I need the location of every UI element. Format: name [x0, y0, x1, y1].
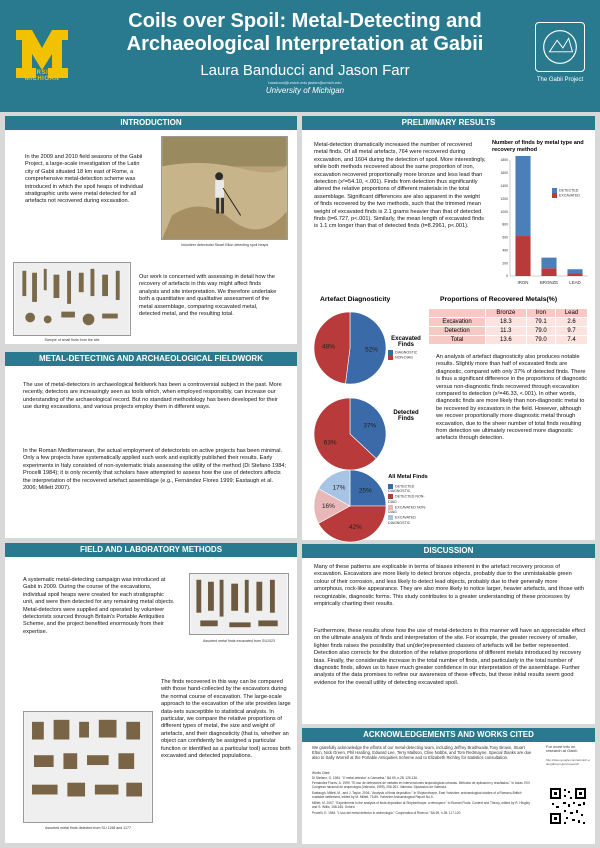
table-cell: 79.1 — [526, 318, 555, 327]
y-tick-label: 1800 — [500, 158, 508, 163]
legend-label-detected-diagnostic: DETECTED DIAGNOSTIC — [388, 484, 415, 494]
fieldwork-paragraph-2: In the Roman Mediterranean, the actual employment of detectorists on active projects has been minimal. Only a few projects have systematically applied such work and explicitly published their results. Early experiments in Italy consisted of non-systematic trials assessing the utility of the method (Di Stefano 1984; Procelli 1984); it is only recently that scholars have attempted to assess how the use of detectors affects the interpretation of the recovered artefact assemblage (e.g., Fernández Flores 1999; Eastaugh et al. 2006; Millett 2007). — [23, 448, 287, 492]
fieldwork-paragraph-1: The use of metal-detectors in archaeological fieldwork has been a controversial subject in the past. More recently, detectors are increasingly seen as tools which, when employed responsibly, can increase our understanding of the archaeological record. But no standard methodology has been developed for their use during excavations, and various projects employ them in different ways. — [23, 382, 282, 411]
detectorist-photo-caption: Volunteer detectorist Stuart Elton detecting spoil heaps — [180, 243, 269, 247]
table-row-header: Detection — [429, 327, 486, 336]
pie-slice-label: 63% — [323, 439, 337, 447]
acknowledgements-text: We gratefully acknowledge the efforts of our metal-detecting team, including Jeffrey Braithwaite,Tony Brown, Stuart Elton, Nick Green, Phil Harding, Edward Lee, Terry Mallson, Clive Nobbs, and Tom Redmayne. Special thanks are due also to Sally Worrell at the Portable Antiquities Scheme and to Elizabeth Richley for statistics consultation. — [312, 745, 532, 761]
excavated-finds-photo-caption: Assorted metal finds excavated from SU1023 — [202, 639, 276, 643]
legend-swatch-detected — [552, 188, 557, 193]
excavated-finds-photo — [189, 573, 289, 635]
table-header-cell: Bronze — [486, 309, 527, 318]
proportions-table — [428, 308, 588, 345]
y-tick-label: 1400 — [500, 183, 508, 188]
excavated-finds-pie — [310, 308, 390, 388]
table-header-cell: Lead — [556, 309, 588, 318]
legend-label-diagnostic: DIAGNOSTIC — [395, 350, 418, 355]
author-emails: banducci@umich.edu jasfarr@umich.edu — [268, 80, 342, 85]
methods-panel — [5, 543, 297, 843]
pie-slice-label: 52% — [365, 346, 378, 354]
table-row — [429, 336, 588, 345]
legend-label-detected: DETECTED — [559, 188, 579, 193]
detectorist-photo — [161, 136, 288, 240]
reference-1: Di Stefano, G. 1984. "Il 'metal detector' a Camarina." BA 69, n.28: 125-136. — [312, 776, 418, 780]
fieldwork-heading: METAL-DETECTING AND ARCHAEOLOGICAL FIELDWORK — [5, 352, 297, 366]
reference-5: Procelli, E. 1984. "L'uso del metal detector in archeologia." Cooperativa di Ricerca." BA 69, n.28: 117-120. — [312, 811, 462, 815]
diagnosticity-title: Artefact Diagnosticity — [320, 296, 391, 303]
table-row-header: Total — [429, 336, 486, 345]
reference-3: Eastaugh, Millett, M., and J. Taylor. 2006. "Analysis of finds deposition." In Shiptonthorpe, East Yorkshire: archaeological studies of a Romano-British roadside settlement, edited by M. Millett, 75-89. Yorkshire Archaeological Report No.5. — [312, 791, 522, 800]
table-cell: 11.3 — [486, 327, 527, 336]
prelim-paragraph-2: An analysis of artefact diagnosticity also produces notable results. Slightly more than half of excavated finds are diagnostic, compared with only 37% of detected finds. There is thus a significant difference in the proportions of diagnostic versus non-diagnostic finds recovered through excavation compared to detection (x²=46.33, <.001). In other words, diagnostic finds are more likely than non-diagnostic metal to be recovered by excavators in the field. However, although we recover proportionally more diagnostic metal through excavation, due to the sheer number of total finds resulting from detection we ultimately recovered more diagnostic artefacts through detection. — [436, 354, 588, 442]
um-logo-text: UNIVERSITY OF MICHIGAN — [15, 70, 69, 82]
table-cell: 79.0 — [526, 336, 555, 345]
detected-finds-pie-title: Detected Finds — [393, 410, 419, 422]
affiliation: University of Michigan — [265, 86, 345, 95]
table-row — [429, 318, 588, 327]
table-row-header: Excavation — [429, 318, 486, 327]
fieldwork-panel — [5, 352, 297, 538]
y-tick-label: 200 — [502, 261, 508, 266]
table-cell: 79.0 — [526, 327, 555, 336]
bar-excavated-bronze — [541, 268, 556, 276]
more-info-url[interactable]: http://sites.google.com/a/umich.edu/gabii-project/research — [546, 758, 590, 767]
small-finds-photo-caption: Sample of small finds from the site — [44, 338, 100, 342]
acknowledgements-heading: ACKNOWLEDGEMENTS AND WORKS CITED — [302, 728, 595, 742]
poster-header — [0, 0, 600, 112]
y-tick-label: 600 — [502, 235, 508, 240]
discussion-paragraph-1: Many of these patterns are explicable in terms of biases inherent in the artefact recovery process of excavation. Excavators are more likely to detect bronze objects, probably due to the unmistakable green colour of their corrosion, and less likely to detect lead objects, probably due to their generally more amorphous, rock-like appearance. They are also more likely to notice larger, heavier artefacts, and those with recognizable, diagnostic forms. This study contributes to a greater understanding of these processes by empirically charting their results. — [314, 564, 585, 608]
legend-label-non-diag: NON-DIAG — [395, 355, 413, 360]
x-tick-label: LEAD — [569, 280, 581, 285]
y-tick-label: 1200 — [500, 196, 508, 201]
methods-heading: FIELD AND LABORATORY METHODS — [5, 543, 297, 557]
pie-slice-label: 16% — [322, 503, 335, 510]
detected-finds-photo — [23, 711, 153, 823]
legend-swatch-excavated-non-diag — [388, 505, 393, 510]
x-tick-label: BRONZE — [539, 280, 559, 285]
works-cited-label: Works Cited: — [312, 771, 331, 775]
acknowledgements-panel — [302, 728, 595, 844]
x-tick-label: IRON — [517, 280, 529, 285]
legend-label-excavated-non-diag: EXCAVATED NON-DIAG — [388, 505, 427, 515]
y-tick-label: 400 — [502, 248, 508, 253]
table-cell: 7.4 — [556, 336, 588, 345]
legend-excavated-non-diag — [388, 505, 428, 515]
reference-2: Fernández Flores, A. 1999. "El uso de detectores de metales en intervenciones arqueológicas urbanas. Métodos de aplicación y resultados." In Actas XXV Congreso nacional de arqueología (Valencia, 1999), 256-261. Valencia: Diputación de Valencia. — [312, 781, 531, 790]
proportions-title: Proportions of Recovered Metals(%) — [440, 296, 558, 303]
bar-excavated-iron — [515, 236, 530, 276]
bar-detected-iron — [515, 156, 530, 236]
table-header-row — [429, 309, 588, 318]
discussion-heading: DISCUSSION — [302, 544, 595, 558]
bar-detected-bronze — [541, 258, 556, 269]
pie-slice-label: 48% — [322, 343, 335, 351]
table-cell: 13.6 — [486, 336, 527, 345]
table-header-cell: Iron — [526, 309, 555, 318]
pie-slice-label: 17% — [332, 484, 346, 492]
introduction-heading: INTRODUCTION — [5, 116, 297, 130]
methods-paragraph-1: A systematic metal-detecting campaign was introduced at Gabii in 2009. During the course of the excavations, individual spoil heaps were created for each stratigraphic unit, and were then detected for any remaining metal objects. Metal-detectors were supplied and operated by volunteer detectorists sourced through Britain's Portable Antiquities Scheme, and the project benefited enormously from their expertise. — [23, 577, 175, 635]
pie-slice-label: 37% — [363, 422, 377, 430]
legend-swatch-excavated — [552, 193, 557, 198]
legend-detected-diagnostic — [388, 484, 428, 494]
diagnosticity-legend — [388, 350, 417, 361]
introduction-paragraph-2: Our work is concerned with assessing in detail how the recovery of artefacts in this way might affect finds analysis and site interpretation. We therefore undertake both a quantitative and qualitative assessment of the metal assemblage, comparing excavated metal, detected metal, and the resulting total. — [139, 274, 277, 318]
legend-swatch-detected-diagnostic — [388, 484, 393, 489]
bar-excavated-lead — [567, 273, 582, 276]
pie-slice-label: 25% — [358, 487, 372, 495]
table-row — [429, 327, 588, 336]
prelim-paragraph-1: Metal-detection dramatically increased the number of recovered metal finds. Of all metal artefacts, 764 were recovered during excavation, and 1604 during the detection of spoil. More interestingly, while both methods recovered about the same proportion of iron, excavation recovered proportionally more bronze and less lead than detection (x²=54.10, <.001). Finds from detection thus significantly altered the relative proportions of different materials in the total assemblage. Significant differences are also apparent in the weight of finds recovered by the two methods, such that the trimmed mean weight of excavated finds is 2.1 grams heavier than that of detected finds (t=6.727, p<.001). Similarly, the mean length of excavated finds is 1.1 cm longer than that of detected finds (t=8.2961, p<.001). — [314, 142, 486, 230]
authors: Laura Banducci and Jason Farr — [200, 62, 410, 79]
legend-label-excavated-diagnostic: EXCAVATED DIAGNOSTIC — [388, 515, 416, 525]
table-cell: 2.6 — [556, 318, 588, 327]
legend-label-excavated: EXCAVATED — [559, 193, 580, 198]
y-tick-label: 0 — [506, 274, 508, 279]
reference-4: Millett, M. 2007. "Experiments in the analysis of finds deposition at Shiptonthorpe: a retrospect." In Roman Finds: Context and Theory, edited by R. Hingley and S. Willis, 158-165. Oxford. — [312, 801, 530, 810]
legend-swatch-non-diag — [388, 355, 393, 360]
detected-finds-photo-caption: Assorted metal finds detected from SU 1158 and 1177 — [45, 826, 131, 830]
table-cell: 18.3 — [486, 318, 527, 327]
prelim-heading: PRELIMINARY RESULTS — [302, 116, 595, 130]
all-metal-finds-pie-title: All Metal Finds — [388, 474, 428, 480]
bar-chart-legend — [552, 188, 580, 199]
gabii-project-logo — [535, 22, 585, 72]
legend-excavated — [552, 193, 580, 198]
more-info-text: For more info on research at Gabii: — [546, 744, 578, 754]
small-finds-photo — [13, 262, 131, 336]
prelim-panel — [302, 116, 595, 540]
discussion-paragraph-2: Furthermore, these results show how the use of metal-detectors in this manner will have an appreciable effect on the ultimate analysis of finds and interpretation of the site. For example, the greater recovery of smaller, lighter finds raises the possibility that un(der)represented classes of artefacts will be better represented. Detection also corrects for the distortion of the relative proportions of different metals introduced by recovery bias. Finally, the considerable increase in the total number of finds, and particularly in the total number of diagnostic finds, allows us to have much greater confidence in our interpretation of the assemblage. Further analysis of the data promises to refine our awareness of these effects, but these initial results seem good evidence for the overall utility of detecting excavated spoil. — [314, 628, 586, 686]
y-tick-label: 1600 — [500, 171, 508, 176]
legend-swatch-excavated-diagnostic — [388, 515, 393, 520]
table-header-cell — [429, 309, 486, 318]
legend-swatch-diagnostic — [388, 350, 393, 355]
qr-code-icon[interactable] — [548, 786, 588, 826]
gabii-logo-text: The Gabii Project — [536, 77, 584, 83]
introduction-panel — [5, 116, 297, 344]
discussion-panel — [302, 544, 595, 724]
bar-chart — [488, 156, 592, 290]
detected-finds-pie — [310, 394, 390, 474]
pie-slice-label: 42% — [348, 523, 362, 531]
legend-detected-non-diag — [388, 494, 428, 504]
table-cell: 9.7 — [556, 327, 588, 336]
legend-non-diag — [388, 355, 417, 360]
y-tick-label: 800 — [502, 222, 508, 227]
bar-chart-title: Number of finds by metal type and recovery method — [492, 140, 584, 153]
poster-title: Coils over Spoil: Metal-Detecting and Archaeological Interpretation at Gabii — [126, 10, 484, 55]
bar-detected-lead — [567, 269, 582, 273]
methods-paragraph-2: The finds recovered in this way can be compared with those hand-collected by the excavators during the normal course of excavation. The large-scale approach to the excavation of the site provides large data-sets susceptible to statistical analysis. In particular, we compare the relative proportions of different types of metal, the size and weight of artefacts, and their diagnosticity (that is, whether an object can confidently be assigned a particular function or identified as a particular tool) across both excavated and detected populations. — [161, 679, 291, 760]
legend-swatch-detected-non-diag — [388, 494, 393, 499]
all-finds-legend — [388, 484, 428, 526]
legend-label-detected-non-diag: DETECTED NON-DIAG — [388, 494, 425, 504]
legend-excavated-diagnostic — [388, 515, 428, 525]
y-tick-label: 1000 — [500, 209, 508, 214]
introduction-paragraph-1: In the 2009 and 2010 field seasons of the Gabii Project, a large-scale investigation of the Latin city of Gabii situated 18 km east of Rome, a comprehensive metal-detection scheme was introduced in which the spoil heaps of individual stratigraphic units were metal detected for all artefacts not recovered during excavation. — [25, 154, 144, 205]
excavated-finds-pie-title: Excavated Finds — [391, 336, 421, 348]
all-metal-finds-pie — [310, 466, 390, 546]
